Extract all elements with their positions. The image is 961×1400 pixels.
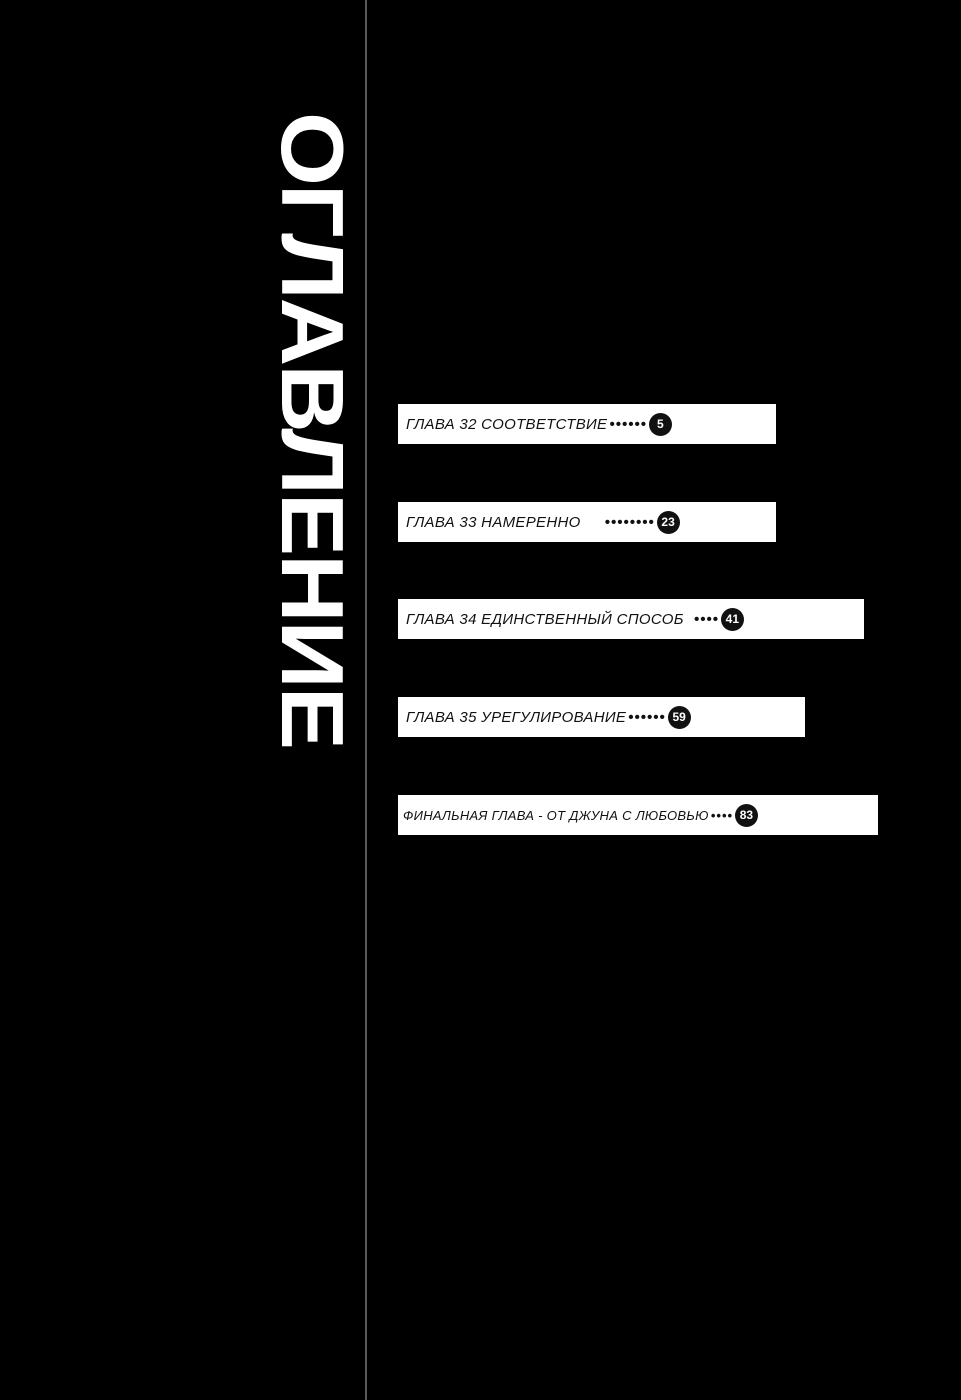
toc-entry-leader: •••••• <box>609 415 647 433</box>
toc-entry-32[interactable] <box>398 404 776 444</box>
toc-entry-leader: •••• <box>710 807 733 823</box>
toc-entry-35[interactable] <box>398 697 805 737</box>
toc-entry-label: ГЛАВА 32 СООТВЕТСТВИЕ <box>406 415 608 433</box>
title-block <box>263 112 362 748</box>
page-number-badge: 41 <box>721 608 744 631</box>
toc-entry-leader: •••• <box>693 610 719 628</box>
toc-entry-leader: •••••• <box>628 708 666 726</box>
toc-entry-label: ГЛАВА 33 НАМЕРЕННО <box>406 513 581 531</box>
toc-entry-33[interactable] <box>398 502 776 542</box>
toc-entry-label: ФИНАЛЬНАЯ ГЛАВА - ОТ ДЖУНА С ЛЮБОВЬЮ <box>403 807 709 823</box>
toc-entry-leader: •••••••• <box>604 513 655 531</box>
page-number-badge: 83 <box>735 804 758 827</box>
page-number-badge: 23 <box>657 511 680 534</box>
toc-entry-final[interactable] <box>398 795 878 835</box>
toc-entry-label: ГЛАВА 34 ЕДИНСТВЕННЫЙ СПОСОБ <box>406 610 684 628</box>
page-title: ОГЛАВЛЕНИЕ <box>263 112 362 748</box>
toc-entry-label: ГЛАВА 35 УРЕГУЛИРОВАНИЕ <box>406 708 627 726</box>
page-number-badge: 59 <box>668 706 691 729</box>
page-number-badge: 5 <box>649 413 672 436</box>
toc-entry-34[interactable] <box>398 599 864 639</box>
vertical-divider <box>365 0 367 1400</box>
